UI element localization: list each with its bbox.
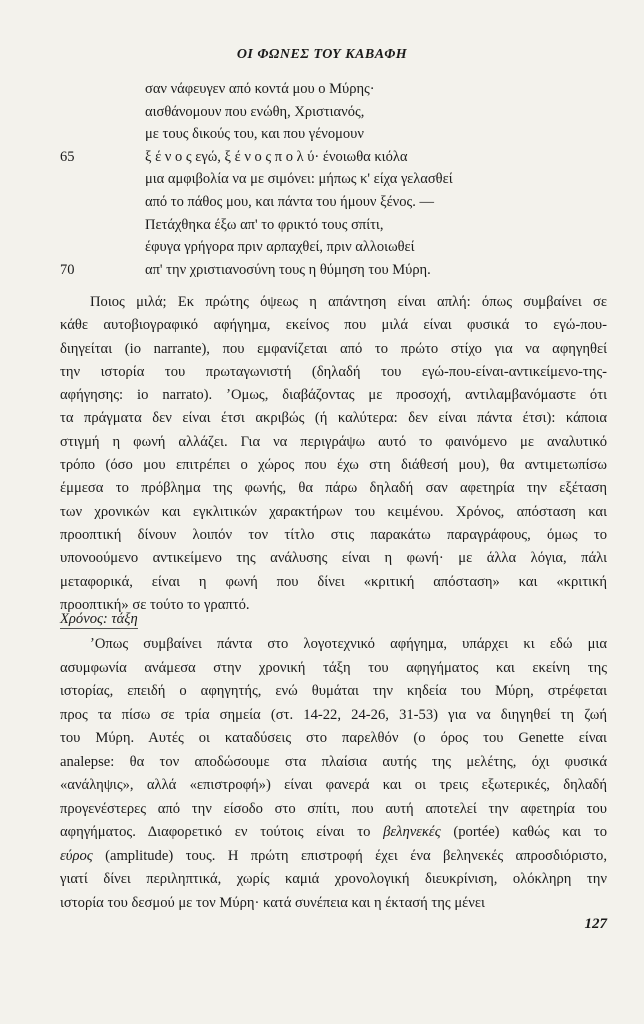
text-line: [60, 751, 607, 775]
text-segment: «ανάληψις», αλλά «επιστροφή») είναι φανερά και οι τρεις εξωτερικές, δηλαδή: [60, 777, 607, 793]
text-line: μεταφορικά, είναι η φωνή που δίνει «κριτική απόσταση» και «κριτική: [60, 573, 607, 590]
poem-line: [60, 101, 620, 124]
text-segment: ιστορίας, επειδή ο αφηγητής, ενώ θυμάται την κηδεία του Μύρη, στρέφεται: [60, 683, 607, 699]
text-line: αφήγησης: io narrato). ʼΟμως, διαβάζοντας με προσοχή, αντιλαμβανόμαστε ότι: [60, 387, 607, 404]
text-line: έμμεσα το πρόβλημα της φωνής, θα πάρω δηλαδή σαν αφετηρία την εξέταση: [60, 480, 607, 497]
line-number: 70: [60, 261, 75, 278]
verse-text: έφυγα γρήγορα πριν αρπαχθεί, πριν αλλοιωθεί: [145, 239, 415, 256]
paragraph-time-order: [60, 633, 607, 915]
text-segment: γιατί δίνει περιληπτικά, χωρίς καμιά χρονολογική διευκρίνιση, ολόκληρη την: [60, 871, 607, 887]
poem-line: [60, 191, 620, 214]
text-segment: αφηγήματος. Διαφορετικό εν τούτοις είναι το: [60, 824, 384, 840]
poem-line: [60, 236, 620, 259]
text-line: προοπτική» σε τούτο το γραπτό.: [60, 596, 250, 613]
text-line: τα πράγματα δεν είναι έτσι ακριβώς (ή καλύτερα: δεν είναι πάντα έτσι): κάποια: [60, 410, 607, 427]
text-segment: ασυμφωνία ανάμεσα στην χρονική τάξη του αφηγήματος και εκείνη της: [60, 659, 607, 676]
running-header: ΟΙ ΦΩΝΕΣ ΤΟΥ ΚΑΒΑΦΗ: [236, 47, 408, 62]
verse-text: Πετάχθηκα έξω απ' το φρικτό τους σπίτι,: [145, 216, 384, 233]
text-line: [60, 821, 607, 845]
text-line: την ιστορία του πρωταγωνιστή (δηλαδή του εγώ-που-είναι-αντικείμενο-της-: [60, 363, 607, 380]
verse-text: απ' την χριστιανοσύνη τους η θύμηση του Μύρη.: [145, 261, 431, 278]
poem-line: [60, 214, 620, 237]
paragraph-who-speaks: [60, 291, 607, 617]
text-line: [60, 868, 607, 892]
text-segment: του Μύρη. Αυτές οι καταδύσεις στο παρελθόν (ο όρος του Genette είναι: [60, 730, 607, 746]
text-line: [60, 774, 607, 798]
verse-text: από το πάθος μου, και πάντα του ήμουν ξένος. —: [145, 193, 434, 210]
page-number: 127: [584, 916, 607, 932]
text-line: υπονοούμενο αντικείμενο της ανάλυσης είναι η φωνή· με άλλα λόγια, πάλι: [60, 550, 607, 567]
text-line: προοπτική δίνουν λοιπόν τον τίτλο στις παρακάτω παραγράφους, όμως το: [60, 526, 607, 543]
verse-text: μια αμφιβολία να με σιμόνει: μήπως κ' είχα γελασθεί: [145, 171, 453, 188]
text-line: [60, 657, 607, 681]
verse-text: σαν νάφευγεν από κοντά μου ο Μύρης·: [145, 81, 375, 97]
poem-line: [60, 168, 620, 191]
text-line: [60, 633, 607, 657]
text-segment: ʼΟπως συμβαίνει πάντα στο λογοτεχνικό αφήγημα, υπάρχει κι εδώ μια: [90, 636, 607, 652]
verse-text: αισθάνομουν που ενώθη, Χριστιανός,: [145, 103, 365, 120]
poem-line: [60, 146, 620, 169]
text-line: [60, 727, 607, 751]
text-line: στιγμή η φωνή αλλάζει. Για να περιγράψω αυτό το φαινόμενο με αναλυτικό: [60, 433, 607, 450]
text-line: των χρονικών και εγκλιτικών χαρακτήρων του κειμένου. Χρόνος, απόσταση και: [60, 503, 607, 520]
text-line: κάθε αυτοβιογραφικό αφήγημα, εκείνος που μιλά είναι φυσικά το εγώ-που-: [60, 317, 607, 334]
text-line: Ποιος μιλά; Εκ πρώτης όψεως η απάντηση είναι απλή: όπως συμβαίνει σε: [90, 294, 607, 310]
text-line: διηγείται (io narrante), που εμφανίζεται από το πρώτο στίχο για να αφηγηθεί: [60, 340, 607, 357]
text-line: [60, 798, 607, 822]
text-line: [60, 845, 607, 869]
text-line: [60, 704, 607, 728]
text-segment: (portée) καθώς και το: [440, 824, 607, 840]
text-segment: προγενέστερες από την είσοδο στο σπίτι, που αυτή αποτελεί την αφετηρία του: [60, 800, 607, 817]
line-number: 65: [60, 148, 75, 165]
poem-line: [60, 259, 620, 282]
poem-line: [60, 78, 620, 101]
italic-term: εύρος: [60, 847, 93, 864]
text-segment: analepse: θα τον αποδώσουμε στα πλαίσια αυτής της μελέτης, όχι φυσικά: [60, 753, 607, 770]
verse-text: με τους δικούς του, και που γένομουν: [145, 126, 364, 143]
poem-line: [60, 123, 620, 146]
section-heading: Χρόνος: τάξη: [60, 611, 138, 627]
text-segment: προς τα πίσω σε τρία σημεία (στ. 14-22, 24-26, 31-53) για να διηγηθεί τη ζωή: [60, 706, 607, 723]
poem-excerpt: [60, 78, 620, 281]
italic-term: βεληνεκές: [383, 824, 441, 840]
text-segment: (amplitude) τους. Η πρώτη επιστροφή έχει ένα βεληνεκές απροσδιόριστο,: [92, 847, 607, 864]
text-line: τρόπο (όσο μου επιτρέπει ο χώρος που έχω στη διάθεσή μου), θα αντιμετωπίσω: [60, 457, 607, 474]
verse-text: ξ έ ν ο ς εγώ, ξ έ ν ο ς π ο λ ύ· ένοιωθα κιόλα: [145, 148, 408, 165]
text-segment: ιστορία του δεσμού με τον Μύρη· κατά συνέπεια και η έκτασή της μένει: [60, 894, 485, 911]
text-line: [60, 892, 607, 916]
text-line: [60, 680, 607, 704]
